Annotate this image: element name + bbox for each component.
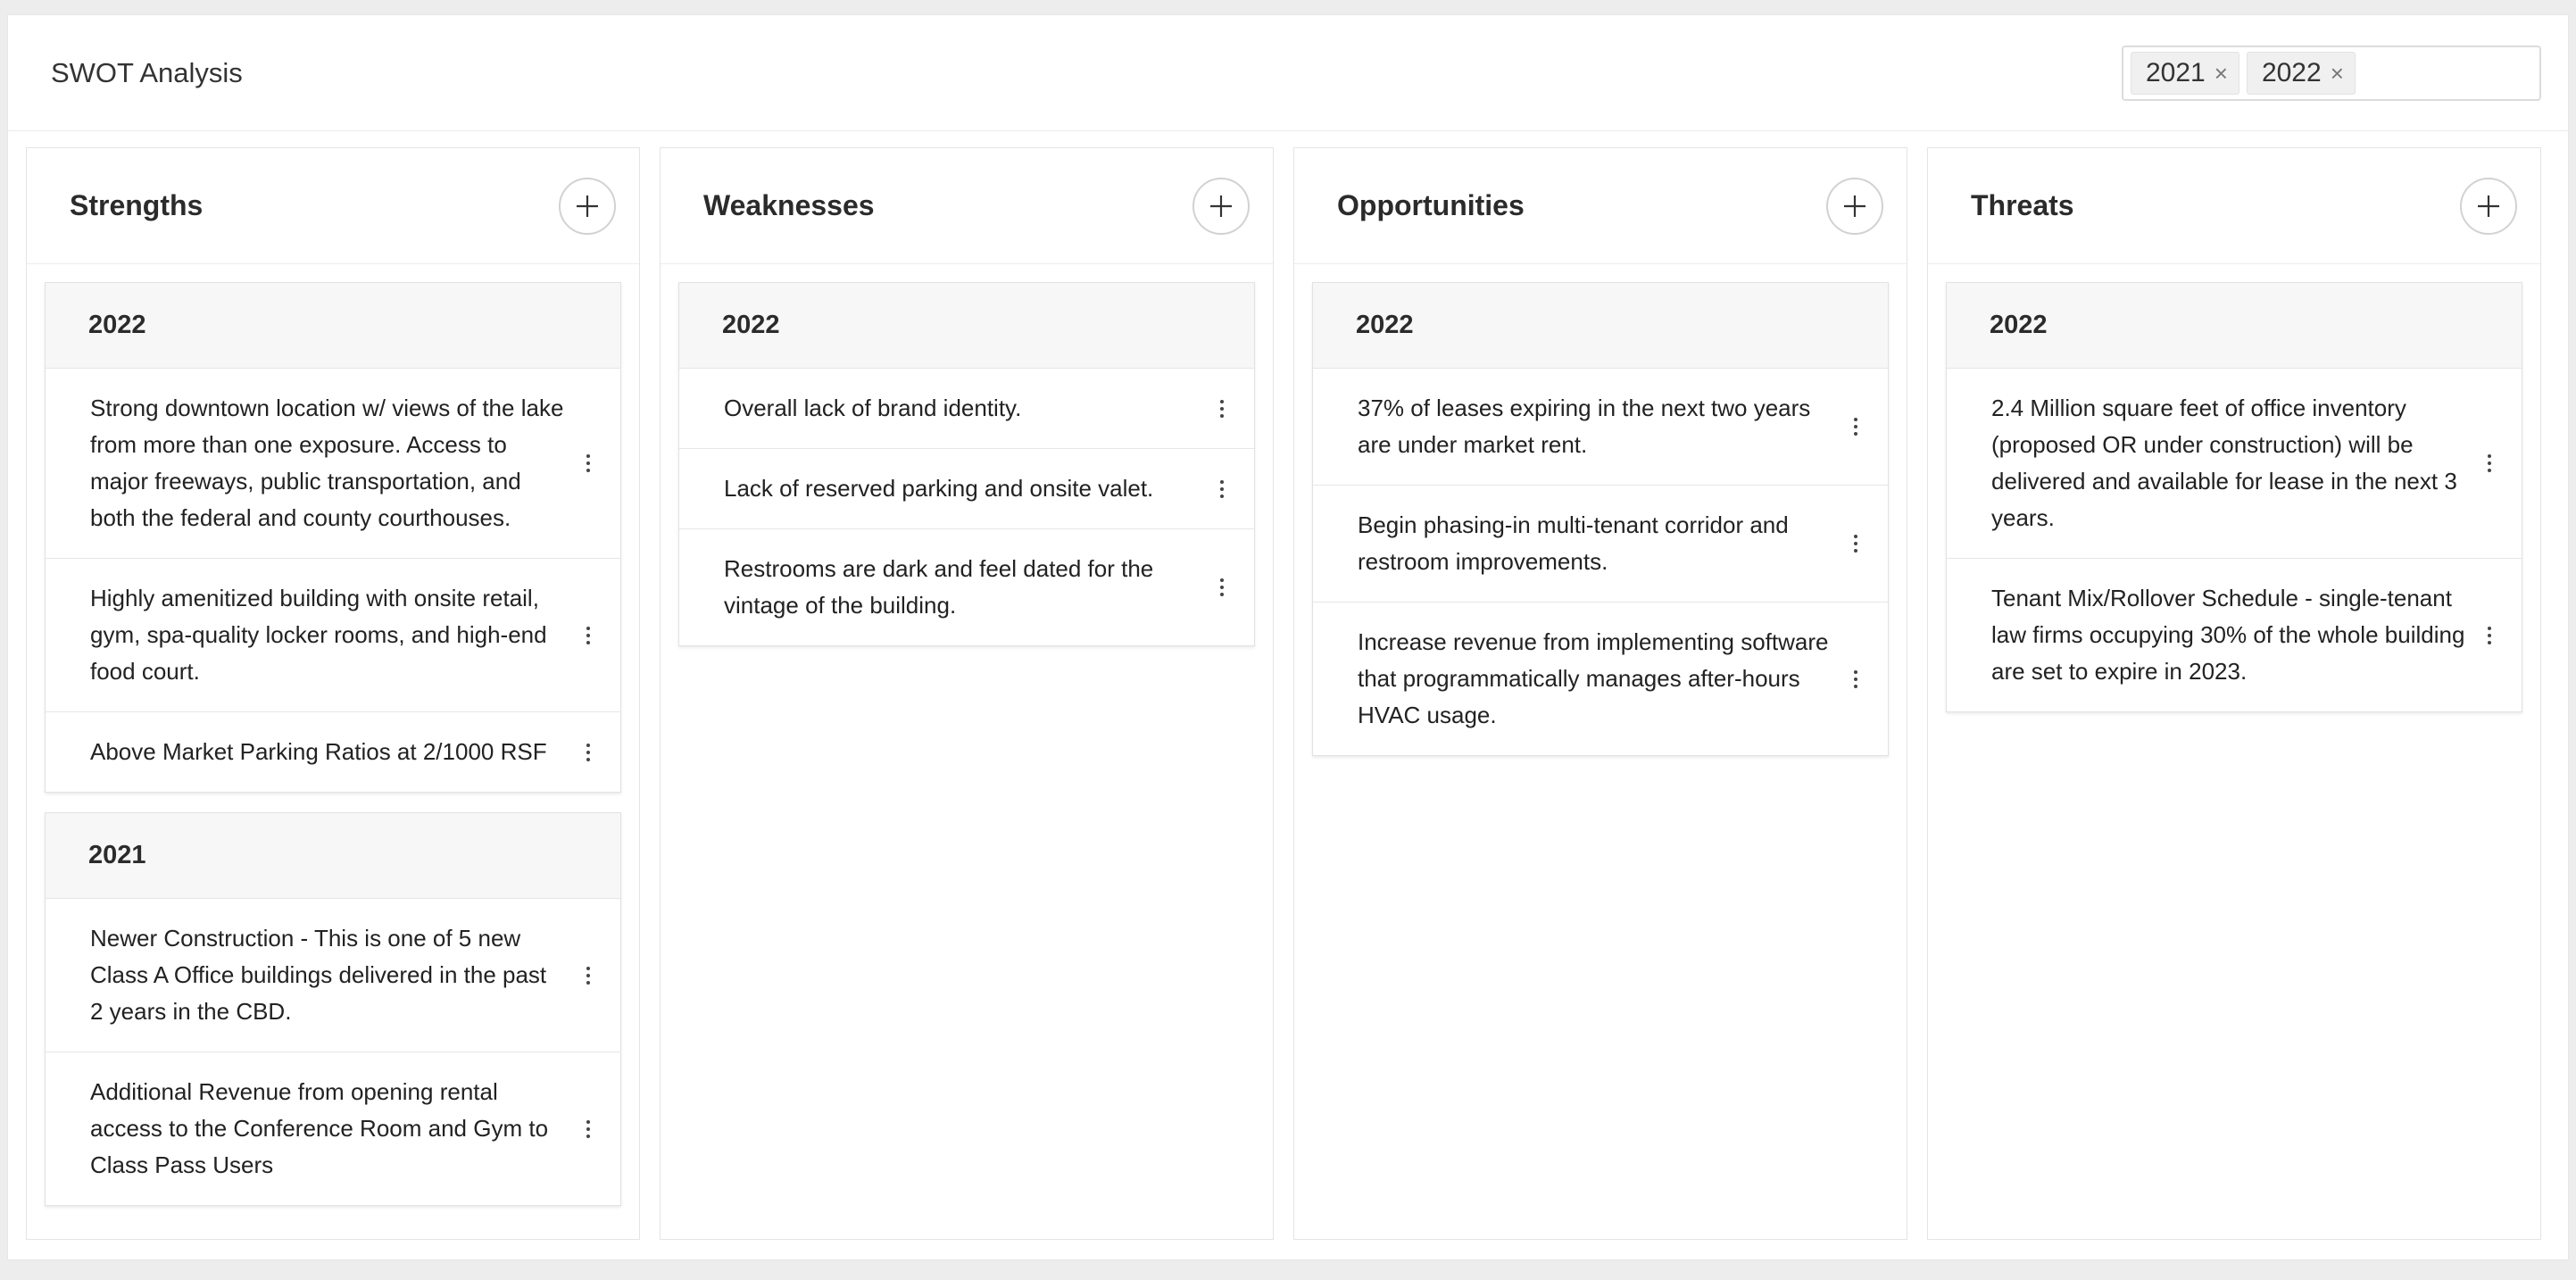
plus-icon — [575, 194, 600, 219]
year-group — [678, 282, 1255, 646]
more-options-icon[interactable] — [1845, 670, 1866, 688]
column-title: Weaknesses — [703, 189, 875, 221]
add-item-button[interactable] — [1192, 178, 1250, 235]
year-group — [1946, 282, 2522, 712]
plus-icon — [2476, 194, 2501, 219]
swot-item — [679, 529, 1254, 645]
page-title: SWOT Analysis — [51, 56, 243, 88]
add-item-button[interactable] — [2460, 178, 2517, 235]
more-options-icon[interactable] — [1845, 535, 1866, 553]
column-title: Strengths — [70, 189, 204, 221]
swot-item-text: Lack of reserved parking and onsite valet. — [724, 475, 1154, 502]
top-bar — [8, 15, 2568, 131]
swot-item-text: Restrooms are dark and feel dated for the vintage of the building. — [724, 555, 1154, 619]
swot-app — [7, 14, 2569, 1260]
column-body — [661, 264, 1273, 646]
year-filter-input[interactable] — [2122, 46, 2541, 101]
remove-chip-icon[interactable]: × — [2330, 59, 2344, 87]
column-body — [1294, 264, 1907, 756]
plus-icon — [1209, 194, 1234, 219]
more-options-icon[interactable] — [578, 967, 599, 985]
swot-item — [1313, 486, 1888, 603]
column-threats — [1927, 147, 2541, 1240]
year-chip-2022 — [2247, 52, 2356, 95]
swot-item-text: Overall lack of brand identity. — [724, 395, 1022, 421]
swot-item-text: Newer Construction - This is one of 5 new Class A Office buildings delivered in the past 2 years in the CBD. — [90, 925, 547, 1025]
swot-item — [679, 449, 1254, 529]
more-options-icon[interactable] — [1845, 418, 1866, 436]
swot-item-text: Tenant Mix/Rollover Schedule - single-tenant law firms occupying 30% of the whole building are set to expire in 2023. — [1991, 585, 2465, 685]
swot-item-text: Above Market Parking Ratios at 2/1000 RSF — [90, 738, 547, 765]
column-header — [1294, 148, 1907, 264]
year-group-header: 2022 — [46, 283, 620, 369]
more-options-icon[interactable] — [2479, 454, 2500, 472]
swot-item — [1313, 603, 1888, 755]
swot-item — [1313, 369, 1888, 486]
column-title: Threats — [1971, 189, 2074, 221]
year-group — [1312, 282, 1889, 756]
column-strengths — [26, 147, 640, 1240]
more-options-icon[interactable] — [1211, 400, 1233, 418]
swot-item-text: 2.4 Million square feet of office inventory (proposed OR under construction) will be delivered and available for lease in the next 3 years. — [1991, 395, 2457, 531]
swot-item — [46, 712, 620, 792]
column-body — [27, 264, 639, 1206]
column-header — [27, 148, 639, 264]
swot-item — [679, 369, 1254, 449]
year-chip-label: 2022 — [2261, 57, 2322, 87]
swot-item — [46, 1052, 620, 1205]
column-opportunities — [1293, 147, 1907, 1240]
swot-item — [1947, 559, 2522, 711]
more-options-icon[interactable] — [1211, 480, 1233, 498]
more-options-icon[interactable] — [578, 1120, 599, 1138]
column-header — [661, 148, 1273, 264]
swot-item-text: Strong downtown location w/ views of the lake from more than one exposure. Access to major freeways, public transportation, and both the federal and county courthouses. — [90, 395, 564, 531]
year-group-header: 2022 — [679, 283, 1254, 369]
column-body — [1928, 264, 2540, 712]
year-chip-label: 2021 — [2146, 57, 2206, 87]
swot-item — [46, 559, 620, 712]
swot-item-text: Highly amenitized building with onsite retail, gym, spa-quality locker rooms, and high-end food court. — [90, 585, 547, 685]
column-title: Opportunities — [1337, 189, 1525, 221]
remove-chip-icon[interactable]: × — [2214, 59, 2228, 87]
column-weaknesses — [660, 147, 1274, 1240]
more-options-icon[interactable] — [578, 454, 599, 472]
more-options-icon[interactable] — [1211, 578, 1233, 596]
plus-icon — [1842, 194, 1867, 219]
column-header — [1928, 148, 2540, 264]
year-chip-2021 — [2131, 52, 2239, 95]
more-options-icon[interactable] — [578, 627, 599, 644]
year-group-header: 2021 — [46, 813, 620, 899]
swot-item — [1947, 369, 2522, 559]
more-options-icon[interactable] — [2479, 627, 2500, 644]
year-group — [45, 812, 621, 1206]
swot-item-text: Additional Revenue from opening rental access to the Conference Room and Gym to Class Pass Users — [90, 1078, 549, 1178]
swot-item-text: Begin phasing-in multi-tenant corridor and restroom improvements. — [1358, 511, 1789, 575]
year-group-header: 2022 — [1947, 283, 2522, 369]
add-item-button[interactable] — [1826, 178, 1883, 235]
add-item-button[interactable] — [559, 178, 616, 235]
swot-item-text: Increase revenue from implementing software that programmatically manages after-hours HVAC usage. — [1358, 628, 1829, 728]
year-group — [45, 282, 621, 793]
year-group-header: 2022 — [1313, 283, 1888, 369]
swot-item — [46, 369, 620, 559]
swot-item-text: 37% of leases expiring in the next two years are under market rent. — [1358, 395, 1811, 458]
swot-item — [46, 899, 620, 1052]
more-options-icon[interactable] — [578, 744, 599, 761]
swot-columns — [26, 147, 2550, 1240]
